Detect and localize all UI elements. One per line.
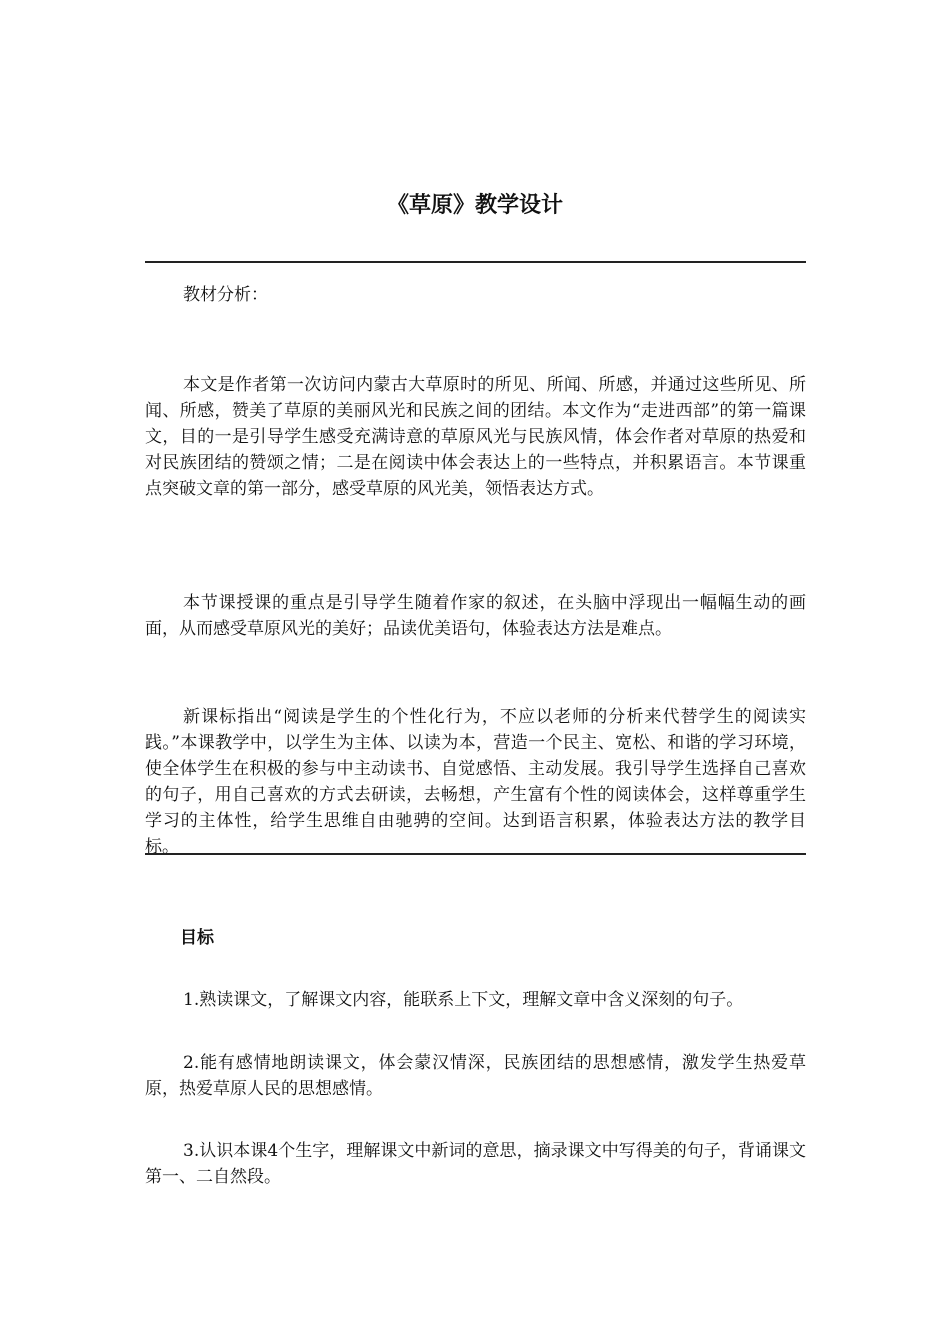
goal-item-3: 3.认识本课4个生字，理解课文中新词的意思，摘录课文中写得美的句子，背诵课文第一、二自然段。: [145, 1141, 806, 1187]
paragraph-curriculum: 新课标指出“阅读是学生的个性化行为，不应以老师的分析来代替学生的阅读实践。”本课教学中，以学生为主体、以读为本，营造一个民主、宽松、和谐的学习环境，使全体学生在积极的参与中主动读书、自觉感悟、主动发展。我引导学生选择自己喜欢的句子，用自己喜欢的方式去研读，去畅想，产生富有个性的阅读体会，这样尊重学生学习的主体性，给学生思维自由驰骋的空间。达到语言积累，体验表达方法的教学目标。: [145, 707, 806, 857]
goal-item-1: 1.熟读课文，了解课文内容，能联系上下文，理解文章中含义深刻的句子。: [183, 990, 744, 1010]
material-analysis-label: 教材分析：: [183, 285, 268, 305]
goal-item-2: 2.能有感情地朗读课文，体会蒙汉情深，民族团结的思想感情，激发学生热爱草原，热爱草原人民的思想感情。: [145, 1053, 806, 1099]
goals-heading: 目标: [180, 928, 214, 948]
bottom-rule: [145, 853, 806, 855]
paragraph-key-points: 本节课授课的重点是引导学生随着作家的叙述，在头脑中浮现出一幅幅生动的画面，从而感受草原风光的美好；品读优美语句，体验表达方法是难点。: [145, 593, 806, 639]
document-title: 《草原》教学设计: [386, 193, 563, 218]
paragraph-analysis: 本文是作者第一次访问内蒙古大草原时的所见、所闻、所感，并通过这些所见、所闻、所感，赞美了草原的美丽风光和民族之间的团结。本文作为“走进西部”的第一篇课文，目的一是引导学生感受充满诗意的草原风光与民族风情，体会作者对草原的热爱和对民族团结的赞颂之情；二是在阅读中体会表达上的一些特点，并积累语言。本节课重点突破文章的第一部分，感受草原的风光美，领悟表达方式。: [145, 375, 806, 499]
top-rule: [145, 261, 806, 263]
